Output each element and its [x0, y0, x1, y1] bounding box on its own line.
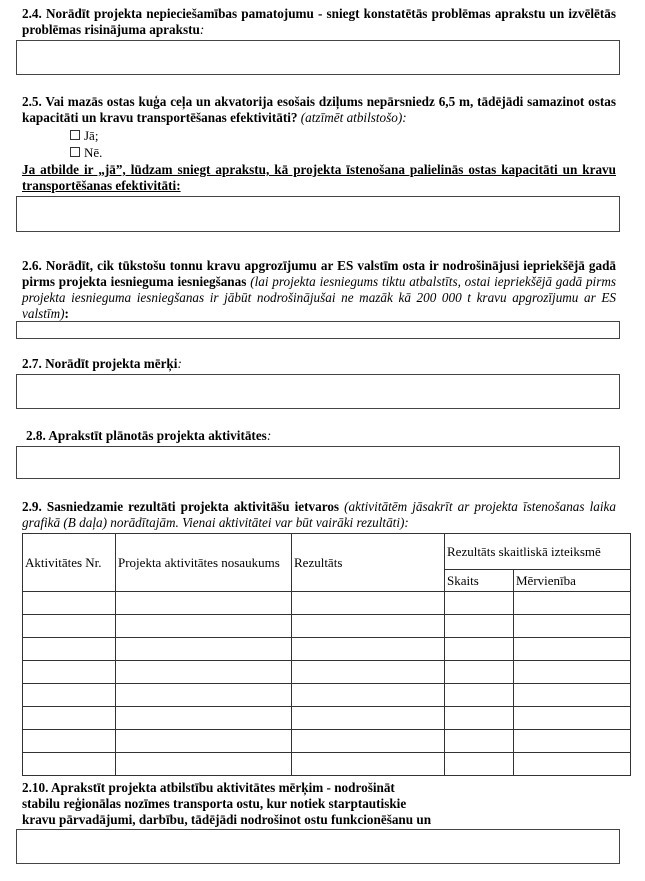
table-cell[interactable] — [116, 684, 292, 707]
header-count: Skaits — [445, 570, 514, 592]
option-no-label: Nē. — [84, 145, 103, 160]
table-cell[interactable] — [116, 661, 292, 684]
section-2-7-colon: : — [177, 356, 182, 371]
table-cell[interactable] — [514, 638, 631, 661]
section-2-7-text: 2.7. Norādīt projekta mērķi — [22, 356, 178, 371]
header-activity-name: Projekta aktivitātes nosaukums — [116, 534, 292, 592]
header-unit: Mērvienība — [514, 570, 631, 592]
table-cell[interactable] — [514, 615, 631, 638]
table-cell[interactable] — [514, 753, 631, 776]
table-cell[interactable] — [514, 707, 631, 730]
header-numeric-measure: Rezultāts skaitliskā izteiksmē — [445, 534, 631, 570]
section-2-5-text: 2.5. Vai mazās ostas kuģa ceļa un akvatorija esošais dziļums nepārsniedz 6,5 m, tādējādi samazinot ostas kapacitāti un kravu transportēšanas efektivitāti? — [22, 94, 616, 125]
section-2-5-followup: Ja atbilde ir „jā”, lūdzam sniegt aprakstu, kā projekta īstenošana palielinās ostas kapacitāti un kravu transportēšanas efektivitāti: — [22, 162, 616, 193]
table-row — [23, 592, 631, 615]
table-cell[interactable] — [445, 730, 514, 753]
section-2-4-answer-field[interactable] — [16, 40, 620, 75]
section-2-7-heading — [22, 356, 616, 372]
table-cell[interactable] — [23, 730, 116, 753]
table-cell[interactable] — [116, 707, 292, 730]
results-table — [22, 533, 631, 776]
table-cell[interactable] — [514, 730, 631, 753]
table-cell[interactable] — [445, 684, 514, 707]
table-cell[interactable] — [23, 615, 116, 638]
section-2-9-heading — [22, 499, 616, 531]
table-cell[interactable] — [514, 592, 631, 615]
section-2-6-colon: : — [64, 306, 69, 321]
table-row — [23, 707, 631, 730]
table-row — [23, 661, 631, 684]
table-cell[interactable] — [292, 661, 445, 684]
section-2-4-heading — [22, 6, 616, 38]
table-cell[interactable] — [292, 684, 445, 707]
table-cell[interactable] — [292, 707, 445, 730]
section-2-5-heading — [22, 94, 616, 126]
table-cell[interactable] — [116, 592, 292, 615]
table-row — [23, 684, 631, 707]
table-cell[interactable] — [116, 753, 292, 776]
section-2-9-text: 2.9. Sasniedzamie rezultāti projekta aktivitāšu ietvaros — [22, 499, 340, 514]
table-cell[interactable] — [445, 753, 514, 776]
table-cell[interactable] — [23, 707, 116, 730]
section-2-8-heading — [26, 428, 620, 444]
table-row — [23, 615, 631, 638]
header-activity-nr: Aktivitātes Nr. — [23, 534, 116, 592]
table-cell[interactable] — [23, 661, 116, 684]
checkbox-no[interactable] — [70, 147, 80, 157]
option-yes[interactable] — [70, 128, 98, 144]
section-2-8-answer-field[interactable] — [16, 446, 620, 479]
header-result: Rezultāts — [292, 534, 445, 592]
section-2-5-answer-field[interactable] — [16, 196, 620, 232]
table-row — [23, 753, 631, 776]
option-no[interactable] — [70, 145, 102, 161]
table-cell[interactable] — [292, 730, 445, 753]
table-cell[interactable] — [292, 753, 445, 776]
section-2-10-heading: 2.10. Aprakstīt projekta atbilstību aktivitātes mērķim - nodrošināt stabilu reģionālas nozīmes transporta ostu, kur notiek starptautiskie kravu pārvadājumi, darbību, tādējādi nodrošinot ostu funkcionēšanu un — [22, 780, 432, 827]
table-cell[interactable] — [116, 638, 292, 661]
section-2-10-answer-field[interactable] — [16, 829, 620, 864]
table-row — [23, 730, 631, 753]
table-cell[interactable] — [445, 638, 514, 661]
table-cell[interactable] — [23, 684, 116, 707]
section-2-6-text: 2.6. Norādīt, cik tūkstošu tonnu kravu apgrozījumu ar ES valstīm osta ir nodrošinājusi iepriekšējā gadā pirms projekta iesnieguma iesniegšanas — [22, 258, 616, 289]
table-cell[interactable] — [514, 661, 631, 684]
table-cell[interactable] — [514, 684, 631, 707]
table-cell[interactable] — [292, 592, 445, 615]
section-2-6-answer-field[interactable] — [16, 321, 620, 339]
section-2-8-colon: : — [266, 428, 272, 443]
table-cell[interactable] — [292, 638, 445, 661]
section-2-5-note: (atzīmēt atbilstošo): — [300, 110, 407, 125]
checkbox-yes[interactable] — [70, 130, 80, 140]
table-cell[interactable] — [23, 638, 116, 661]
table-cell[interactable] — [116, 730, 292, 753]
table-row — [23, 638, 631, 661]
table-cell[interactable] — [445, 615, 514, 638]
table-cell[interactable] — [445, 661, 514, 684]
section-2-7-answer-field[interactable] — [16, 374, 620, 409]
table-cell[interactable] — [292, 615, 445, 638]
table-cell[interactable] — [23, 753, 116, 776]
table-cell[interactable] — [116, 615, 292, 638]
section-2-9-note: (aktivitātēm jāsakrīt ar projekta īstenošanas laika grafikā (B daļa) norādītajām. Vienai aktivitātei var būt vairāki rezultāti): — [22, 499, 616, 530]
section-2-8-text: 2.8. Aprakstīt plānotās projekta aktivitātes — [26, 428, 267, 443]
section-2-4-text: 2.4. Norādīt projekta nepieciešamības pamatojumu - sniegt konstatētās problēmas aprakstu un izvēlētās problēmas risinājuma aprakstu — [22, 6, 616, 37]
section-2-6-heading — [22, 258, 616, 322]
section-2-4-colon: : — [199, 22, 205, 37]
table-cell[interactable] — [23, 592, 116, 615]
table-cell[interactable] — [445, 707, 514, 730]
section-2-6-note: (lai projekta iesniegums tiktu atbalstīts, ostai iepriekšējā gadā pirms projekta iesnieguma iesniegšanas ir jābūt nodrošinājušai ne mazāk kā 200 000 t kravu apgrozījumu ar ES valstīm) — [22, 274, 617, 321]
table-cell[interactable] — [445, 592, 514, 615]
option-yes-label: Jā; — [84, 128, 99, 143]
